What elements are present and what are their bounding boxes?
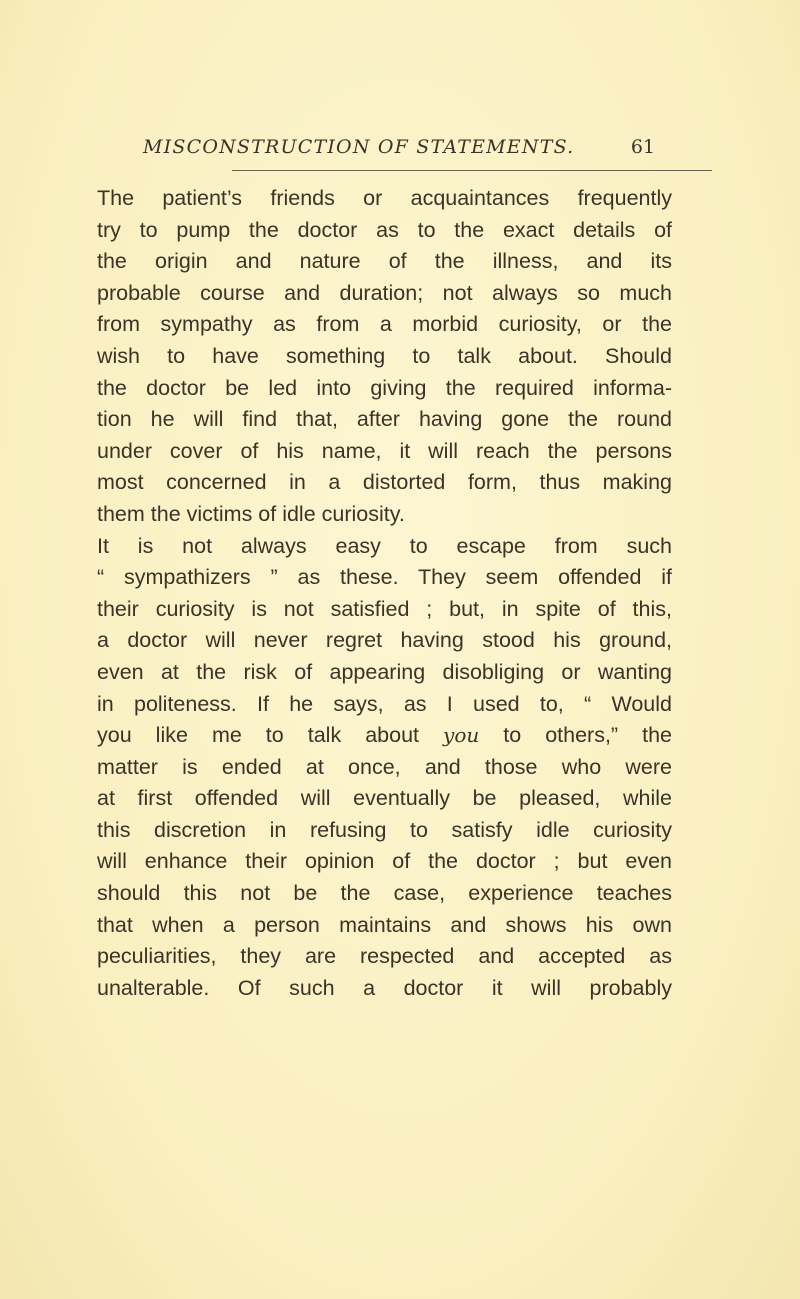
text-line: under cover of his name, it will reach the persons (97, 438, 672, 463)
text-line: “ sympathizers ” as these. They seem offended if (97, 565, 672, 590)
text-line: from sympathy as from a morbid curiosity, or the (97, 312, 672, 337)
text-line: It is not always easy to escape from such (97, 533, 672, 558)
text-line: The patient’s friends or acquaintances frequently (97, 186, 672, 210)
text-line (97, 720, 672, 752)
header-rule (232, 170, 712, 171)
text-line: the doctor be led into giving the required informa- (97, 375, 672, 400)
text-line: a doctor will never regret having stood his ground, (97, 628, 672, 653)
paragraph-1 (97, 183, 672, 531)
running-head (143, 136, 655, 166)
text-line: should this not be the case, experience teaches (97, 881, 672, 906)
text-line: matter is ended at once, and those who were (97, 754, 672, 779)
text-line: unalterable. Of such a doctor it will probably (97, 975, 672, 1000)
running-title: MISCONSTRUCTION OF STATEMENTS. (143, 136, 575, 158)
text-line: in politeness. If he says, as I used to, “ Would (97, 691, 672, 716)
text-line: the origin and nature of the illness, and its (97, 249, 672, 274)
text-line: will enhance their opinion of the doctor ; but even (97, 849, 672, 874)
italic-word: you (443, 723, 480, 748)
text-line: this discretion in refusing to satisfy idle curiosity (97, 817, 672, 842)
body-text (97, 183, 672, 1004)
text-line: even at the risk of appearing disobliging or wanting (97, 659, 672, 684)
page-number: 61 (630, 136, 655, 158)
text-line: them the victims of idle curiosity. (97, 501, 405, 526)
text-line: that when a person maintains and shows his own (97, 912, 672, 937)
text-line: their curiosity is not satisfied ; but, in spite of this, (97, 596, 672, 621)
text-line: wish to have something to talk about. Should (97, 343, 672, 368)
text-segment: you like me to talk about (97, 723, 444, 748)
text-line: at first offended will eventually be pleased, while (97, 786, 672, 811)
text-line: tion he will find that, after having gone the round (97, 407, 672, 432)
text-line: most concerned in a distorted form, thus making (97, 470, 672, 495)
paragraph-2 (97, 531, 672, 1005)
text-line: probable course and duration; not always so much (97, 280, 672, 305)
text-line: try to pump the doctor as to the exact details of (97, 217, 672, 242)
text-line: peculiarities, they are respected and accepted as (97, 944, 672, 969)
text-segment: to others,” the (479, 723, 672, 748)
